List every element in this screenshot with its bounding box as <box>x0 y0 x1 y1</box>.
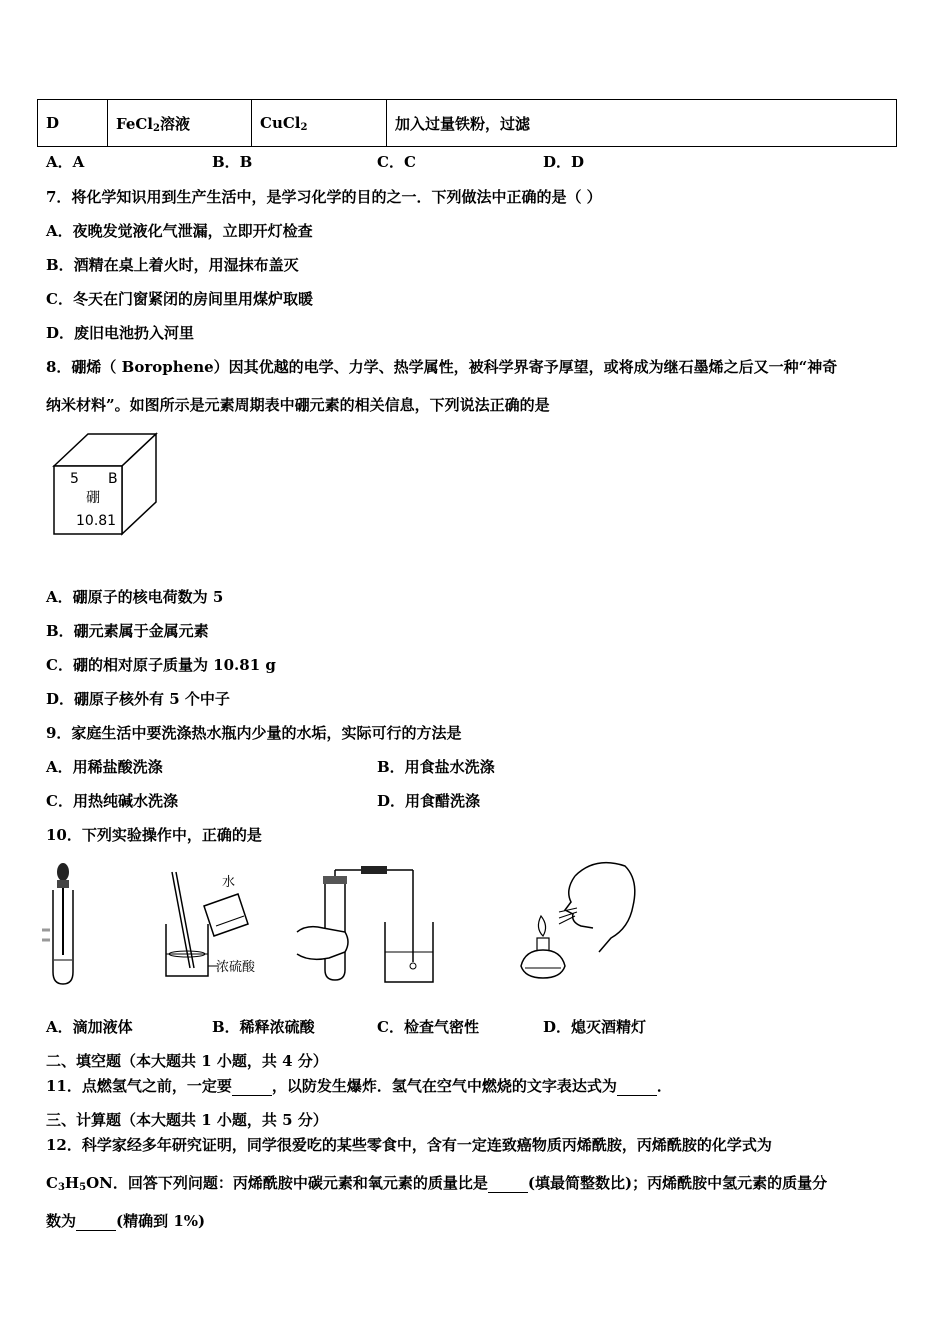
q9-option-a[interactable]: A．用稀盐酸洗涤 <box>46 758 163 776</box>
q9-option-b[interactable]: B．用食盐水洗涤 <box>377 758 495 776</box>
q8-stem-line1: 8．硼烯（ Borophene）因其优越的电学、力学、热学属性，被科学界寄予厚望，或将成为继石墨烯之后又一种“神奇 <box>46 358 838 376</box>
q8-stem-line2: 纳米材料”。如图所示是元素周期表中硼元素的相关信息，下列说法正确的是 <box>46 396 550 414</box>
q8-option-c[interactable]: C．硼的相对原子质量为 10.81 g <box>46 656 276 674</box>
q11-text: 11．点燃氢气之前，一定要 ，以防发生爆炸．氢气在空气中燃烧的文字表达式为 ． <box>46 1077 672 1095</box>
q12-blank-2[interactable] <box>76 1212 116 1231</box>
q10-option-c[interactable]: C．检查气密性 <box>377 1018 479 1036</box>
q12-line1: 12．科学家经多年研究证明，同学很爱吃的某些零食中，含有一定连致癌物质丙烯酰胺，丙烯酰胺的化学式为 <box>46 1136 772 1154</box>
section-2-heading: 二、填空题（本大题共 1 小题，共 4 分） <box>46 1052 328 1070</box>
table-cell: D <box>38 100 108 147</box>
q6-option-b[interactable]: B．B <box>212 153 253 171</box>
q9-option-d[interactable]: D．用食醋洗涤 <box>377 792 481 810</box>
q7-option-c[interactable]: C．冬天在门窗紧闭的房间里用煤炉取暖 <box>46 290 313 308</box>
dropper-test-tube-figure <box>40 860 85 990</box>
q10-stem: 10．下列实验操作中，正确的是 <box>46 826 262 844</box>
dilute-acid-figure <box>160 868 270 986</box>
q12-blank-1[interactable] <box>488 1174 528 1193</box>
q10-option-a[interactable]: A．滴加液体 <box>46 1018 133 1036</box>
element-number: 5 <box>70 471 79 487</box>
q6-option-d[interactable]: D．D <box>543 153 585 171</box>
q9-option-c[interactable]: C．用热纯碱水洗涤 <box>46 792 178 810</box>
q11-blank-1[interactable] <box>232 1077 272 1096</box>
label-water: 水 <box>222 875 236 890</box>
element-name: 硼 <box>86 490 100 506</box>
q10-option-d[interactable]: D．熄灭酒精灯 <box>543 1018 647 1036</box>
airtightness-figure <box>295 862 435 987</box>
label-acid: 浓硫酸 <box>216 960 256 975</box>
element-symbol: B <box>108 471 118 487</box>
q10-options <box>0 1016 950 1036</box>
extinguish-lamp-figure <box>515 856 645 986</box>
q6-option-c[interactable]: C．C <box>377 153 416 171</box>
option-table <box>37 99 897 147</box>
q8-option-b[interactable]: B．硼元素属于金属元素 <box>46 622 209 640</box>
q7-option-d[interactable]: D．废旧电池扔入河里 <box>46 324 195 342</box>
q12-line2: $C_3H_5ON$．回答下列问题：丙烯酰胺中碳元素和氧元素的质量比是 (填最简整数比)；丙烯酰胺中氢元素的质量分 <box>46 1174 828 1193</box>
element-mass: 10.81 <box>76 513 117 529</box>
q12-line3: 数为 (精确到 1%) <box>46 1212 206 1230</box>
q9-stem: 9．家庭生活中要洗涤热水瓶内少量的水垢，实际可行的方法是 <box>46 724 462 742</box>
section-3-heading: 三、计算题（本大题共 1 小题，共 5 分） <box>46 1111 328 1129</box>
q7-stem: 7．将化学知识用到生产生活中，是学习化学的目的之一．下列做法中正确的是（ ） <box>46 188 602 206</box>
q6-option-a[interactable]: A．A <box>46 153 85 171</box>
q10-option-b[interactable]: B．稀释浓硫酸 <box>212 1018 315 1036</box>
q7-option-a[interactable]: A．夜晚发觉液化气泄漏，立即开灯检查 <box>46 222 313 240</box>
table-cell: FeCl$_2$溶液 <box>108 100 252 147</box>
boron-element-cube <box>48 430 163 540</box>
q8-option-d[interactable]: D．硼原子核外有 5 个中子 <box>46 690 230 708</box>
q11-blank-2[interactable] <box>617 1077 657 1096</box>
table-cell: CuCl$_2$ <box>252 100 387 147</box>
table-cell: 加入过量铁粉，过滤 <box>387 100 897 147</box>
q6-options <box>0 151 950 171</box>
q7-option-b[interactable]: B．酒精在桌上着火时，用湿抹布盖灭 <box>46 256 299 274</box>
table-row <box>38 100 897 147</box>
q8-option-a[interactable]: A．硼原子的核电荷数为 5 <box>46 588 224 606</box>
